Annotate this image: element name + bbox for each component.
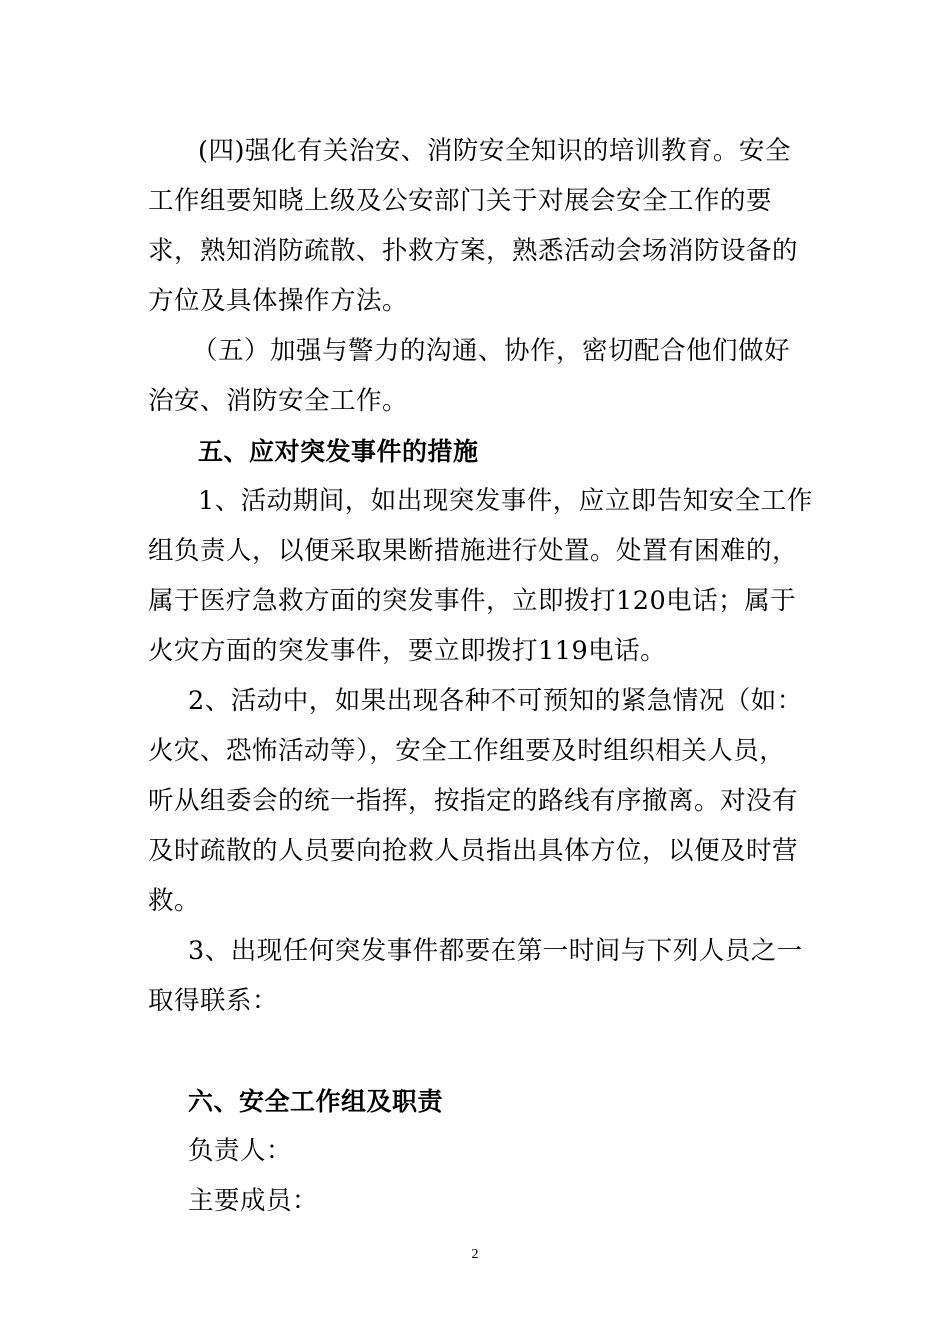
paragraph-5-line-2: 治安、消防安全工作。 [148, 386, 409, 416]
measure-2-line-5: 救。 [148, 886, 201, 916]
measure-2-line-4: 及时疏散的人员要向抢救人员指出具体方位，以便及时营 [148, 836, 799, 866]
paragraph-4-line-4: 方位及具体操作方法。 [148, 286, 409, 316]
responsible-person-label: 负责人： [188, 1136, 293, 1166]
main-members-label: 主要成员： [188, 1186, 319, 1216]
measure-1-line-4: 火灾方面的突发事件，要立即拨打119电话。 [148, 636, 667, 666]
measure-1-line-3: 属于医疗急救方面的突发事件，立即拨打120电话；属于 [148, 586, 797, 616]
page-number: 2 [471, 1247, 479, 1262]
measure-1-line-1: 1、活动期间，如出现突发事件，应立即告知安全工作 [198, 486, 813, 516]
measure-2-line-3: 听从组委会的统一指挥，按指定的路线有序撤离。对没有 [148, 786, 799, 816]
paragraph-4-line-3: 求，熟知消防疏散、扑救方案，熟悉活动会场消防设备的 [148, 236, 799, 266]
measure-1-line-2: 组负责人，以便采取果断措施进行处置。处置有困难的， [148, 536, 799, 566]
measure-3-line-1: 3、出现任何突发事件都要在第一时间与下列人员之一 [188, 936, 803, 966]
measure-2-line-2: 火灾、恐怖活动等），安全工作组要及时组织相关人员， [148, 736, 786, 766]
section-heading-6: 六、安全工作组及职责 [188, 1087, 444, 1116]
paragraph-5-line-1: （五）加强与警力的沟通、协作，密切配合他们做好 [192, 336, 791, 366]
paragraph-4-line-2: 工作组要知晓上级及公安部门关于对展会安全工作的要 [148, 186, 773, 216]
measure-2-line-1: 2、活动中，如果出现各种不可预知的紧急情况（如： [188, 686, 803, 716]
measure-3-line-2: 取得联系： [148, 986, 279, 1016]
paragraph-4-line-1: (四)强化有关治安、消防安全知识的培训教育。安全 [198, 136, 791, 166]
section-heading-5: 五、应对突发事件的措施 [198, 437, 479, 466]
